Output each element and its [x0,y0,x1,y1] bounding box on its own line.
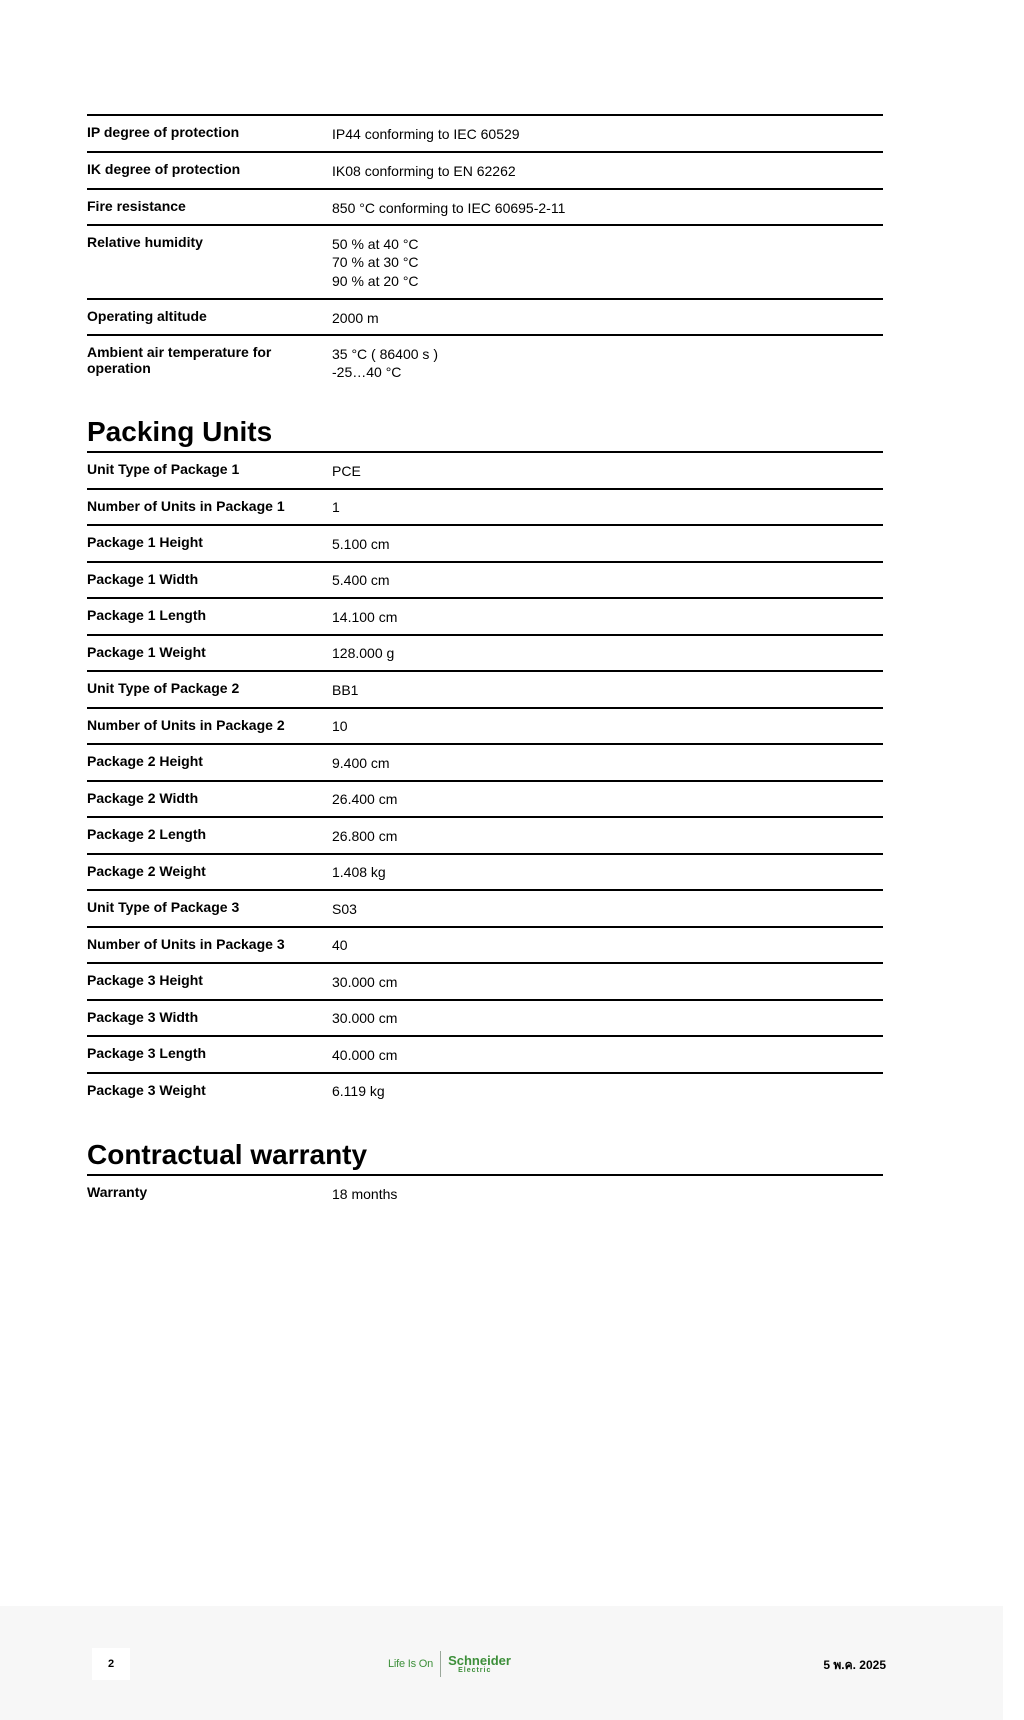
environment-table [87,114,883,392]
table-row [87,782,883,819]
brand-sub: Electric [458,1667,492,1674]
table-row [87,563,883,600]
table-row [87,1001,883,1038]
table-row [87,964,883,1001]
row-label: Warranty [87,1184,148,1200]
table-row [87,709,883,746]
row-value: 6.119 kg [332,1083,385,1099]
row-label: Package 2 Width [87,789,199,806]
row-value: S03 [332,900,357,917]
table-row [87,928,883,965]
row-label: Number of Units in Package 3 [87,935,285,952]
table-row [87,190,883,226]
table-row [87,153,883,190]
row-value: 40 [332,937,348,953]
row-label: Package 2 Weight [87,862,206,879]
table-row [87,300,883,336]
table-row [87,526,883,563]
row-value: 10 [332,718,348,734]
table-row [87,818,883,855]
table-row [87,672,883,709]
row-value: 26.400 cm [332,791,398,807]
row-value: 18 months [332,1185,398,1202]
table-row [87,226,883,300]
row-value: 30.000 cm [332,1010,398,1026]
schneider-logo [388,1650,511,1678]
packing-units-table [87,451,883,1110]
page-footer [0,1606,1003,1720]
warranty-table [87,1174,883,1212]
row-label: Number of Units in Package 2 [87,716,285,733]
row-value: 40.000 cm [332,1046,398,1063]
section-title-warranty: Contractual warranty [87,1139,368,1170]
table-row [87,599,883,636]
row-value: 30.000 cm [332,973,398,990]
life-is-on-tagline: Life Is On [388,1658,434,1670]
row-label: Package 1 Weight [87,643,206,660]
row-value: 9.400 cm [332,754,390,771]
row-value: 850 °C conforming to IEC 60695-2-11 [332,199,566,216]
table-row [87,1037,883,1074]
row-value: 5.400 cm [332,572,390,588]
table-row [87,855,883,892]
row-value: 1.408 kg [332,864,386,880]
row-value: 1 [332,499,340,515]
row-value: 14.100 cm [332,608,398,625]
table-row [87,891,883,928]
row-label: Fire resistance [87,198,186,214]
row-label: Unit Type of Package 2 [87,680,240,696]
section-title-packing-units: Packing Units [87,416,273,447]
row-label: Package 1 Height [87,534,203,550]
table-row [87,1176,883,1212]
row-label: Package 1 Width [87,570,199,587]
table-row [87,453,883,490]
row-value: 50 % at 40 °C 70 % at 30 °C 90 % at 20 °C [332,235,419,289]
table-row [87,636,883,673]
row-label: Package 3 Length [87,1045,207,1061]
table-row [87,1074,883,1111]
row-value: 128.000 g [332,645,395,661]
row-value: 2000 m [332,309,379,326]
row-label: Package 1 Length [87,607,207,623]
row-value: BB1 [332,681,359,698]
row-label: Unit Type of Package 1 [87,461,240,477]
row-value: PCE [332,462,361,479]
row-label: IP degree of protection [87,124,240,140]
table-row [87,490,883,527]
row-label: Unit Type of Package 3 [87,899,240,915]
row-label: Ambient air temperature for operation [87,344,272,376]
row-value: 35 °C ( 86400 s ) -25…40 °C [332,345,438,380]
footer-date: 5 พ.ค. 2025 [823,1658,886,1672]
row-value: IK08 conforming to EN 62262 [332,162,516,179]
row-label: Package 3 Height [87,972,203,988]
row-label: Package 2 Height [87,753,203,769]
row-label: Package 3 Weight [87,1081,206,1098]
row-label: IK degree of protection [87,161,241,177]
row-value: IP44 conforming to IEC 60529 [332,125,520,142]
row-value: 26.800 cm [332,827,398,844]
logo-divider [440,1651,441,1677]
page-number: 2 [92,1648,130,1680]
row-label: Number of Units in Package 1 [87,497,285,514]
table-row [87,116,883,153]
row-label: Operating altitude [87,308,207,324]
brand-wordmark [448,1654,511,1674]
row-label: Package 2 Length [87,826,207,842]
row-label: Relative humidity [87,234,203,250]
table-row [87,336,883,392]
row-label: Package 3 Width [87,1008,199,1025]
row-value: 5.100 cm [332,535,390,552]
table-row [87,745,883,782]
brand-name: Schneider [448,1653,511,1668]
datasheet-content [87,114,883,1212]
